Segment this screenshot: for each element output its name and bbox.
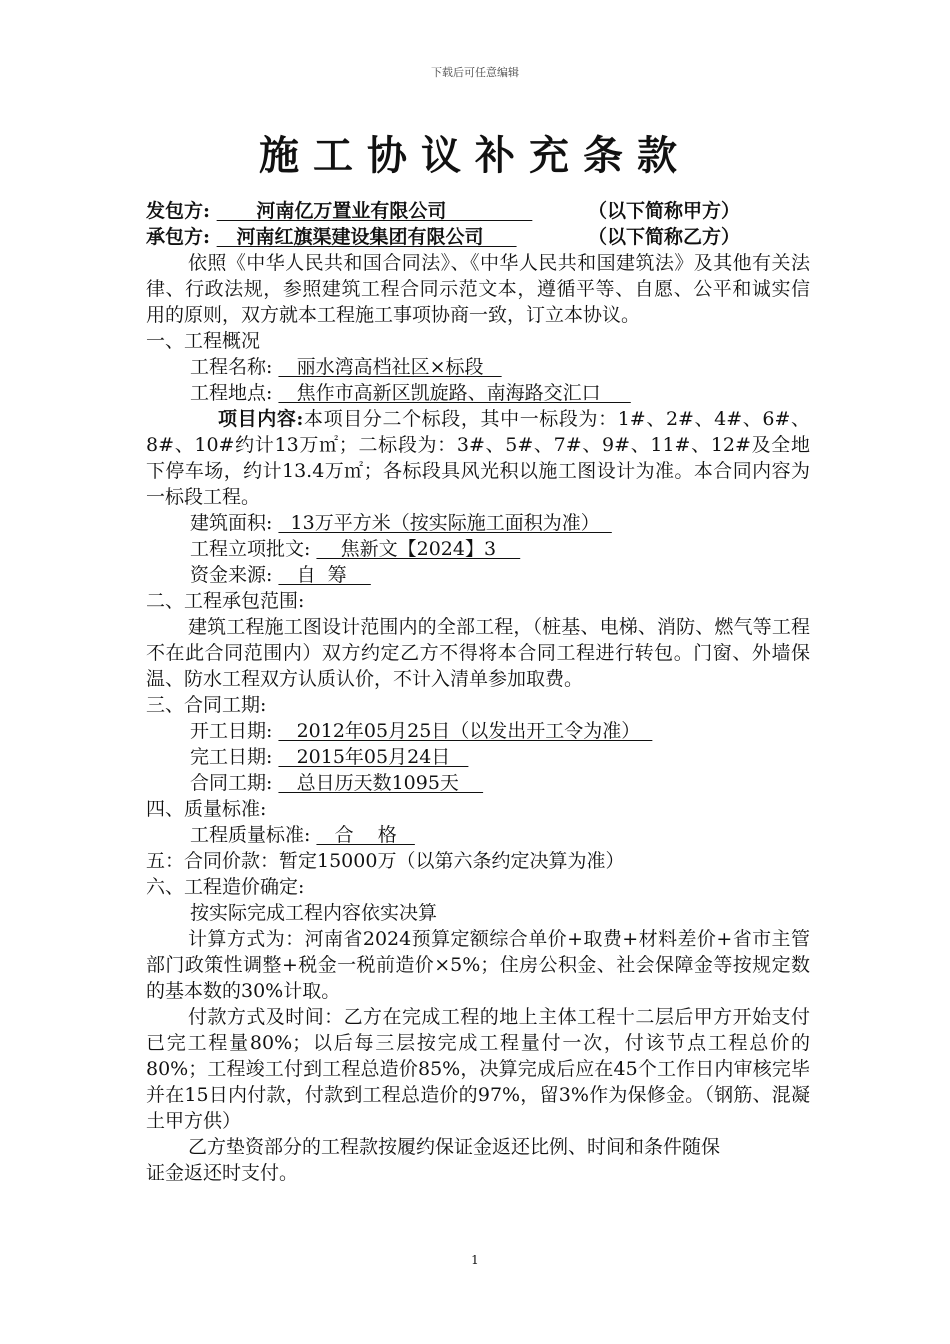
building-area-row xyxy=(146,510,810,536)
approval-row xyxy=(146,536,810,562)
party-a-name: 河南亿万置业有限公司 xyxy=(216,200,533,222)
page-number: 1 xyxy=(471,1253,479,1267)
quality-value: 合 格 xyxy=(316,824,415,846)
approval-label: 工程立项批文: xyxy=(190,538,311,560)
building-area-label: 建筑面积: xyxy=(190,512,273,534)
start-date-row xyxy=(146,718,810,744)
funding-value: 自 筹 xyxy=(278,564,371,586)
project-content-label: 项目内容: xyxy=(218,408,304,430)
party-b-suffix: （以下简称乙方） xyxy=(588,226,741,248)
end-date-label: 完工日期: xyxy=(190,746,273,768)
section-1-heading: 一、工程概况 xyxy=(146,330,261,352)
section-6-heading: 六、工程造价确定: xyxy=(146,876,305,898)
end-date-row xyxy=(146,744,810,770)
page-header: 下载后可任意编辑 xyxy=(431,66,519,79)
project-location-label: 工程地点: xyxy=(190,382,273,404)
start-date-value: 2012年05月25日（以发出开工令为准） xyxy=(278,720,653,742)
end-date-value: 2015年05月24日 xyxy=(278,746,469,768)
payment-paragraph: 付款方式及时间：乙方在完成工程的地上主体工程十二层后甲方开始支付已完工程量80%；以后每三层按完成工程量付一次，付该节点工程总价的80%；工程竣工付到工程总造价85%，决算完成后应在45个工作日内审核完毕并在15日内付款，付款到工程总造价的97%，留3%作为保修金。（钢筋、混凝土甲方供） xyxy=(146,1006,810,1132)
party-a-label: 发包方: xyxy=(146,200,211,222)
approval-value: 焦新文【2024】3 xyxy=(316,538,521,560)
section-3-heading: 三、合同工期: xyxy=(146,694,267,716)
funding-label: 资金来源: xyxy=(190,564,273,586)
intro-paragraph: 依照《中华人民共和国合同法》、《中华人民共和国建筑法》及其他有关法律、行政法规，参照建筑工程合同示范文本，遵循平等、自愿、公平和诚实信用的原则，双方就本工程施工事项协商一致，订立本协议。 xyxy=(146,252,810,326)
document-body xyxy=(146,198,810,1186)
project-name-value: 丽水湾高档社区×标段 xyxy=(278,356,502,378)
calculation-paragraph: 计算方式为：河南省2024预算定额综合单价+取费+材料差价+省市主管部门政策性调整+税金一税前造价×5%；住房公积金、社会保障金等按规定数的基本数的30%计取。 xyxy=(146,928,810,1002)
scope-paragraph: 建筑工程施工图设计范围内的全部工程，（桩基、电梯、消防、燃气等工程不在此合同范围内）双方约定乙方不得将本合同工程进行转包。门窗、外墙保温、防水工程双方认质认价，不计入清单参加取费。 xyxy=(146,616,810,690)
document-title: 施工协议补充条款 xyxy=(259,132,691,179)
quality-label: 工程质量标准: xyxy=(190,824,311,846)
project-name-label: 工程名称: xyxy=(190,356,273,378)
party-a-suffix: （以下简称甲方） xyxy=(588,200,741,222)
project-name-row xyxy=(146,354,810,380)
project-location-row xyxy=(146,380,810,406)
section-2-heading: 二、工程承包范围: xyxy=(146,590,305,612)
project-location-value: 焦作市高新区凯旋路、南海路交汇口 xyxy=(278,382,631,404)
funding-row xyxy=(146,562,810,588)
duration-value: 总日历天数1095天 xyxy=(278,772,484,794)
advance-paragraph: 乙方垫资部分的工程款按履约保证金返还比例、时间和条件随保 xyxy=(188,1136,721,1158)
advance-continuation: 证金返还时支付。 xyxy=(146,1162,299,1184)
party-b-name: 河南红旗渠建设集团有限公司 xyxy=(216,226,517,248)
duration-label: 合同工期: xyxy=(190,772,273,794)
building-area-value: 13万平方米（按实际施工面积为准） xyxy=(278,512,612,534)
section-4-heading: 四、质量标准: xyxy=(146,798,267,820)
party-a-line xyxy=(146,198,810,224)
duration-row xyxy=(146,770,810,796)
party-b-label: 承包方: xyxy=(146,226,211,248)
party-b-line xyxy=(146,224,810,250)
project-content-paragraph xyxy=(146,406,810,510)
section-5-price: 五：合同价款：暂定15000万（以第六条约定决算为准） xyxy=(146,850,625,872)
settlement-basis: 按实际完成工程内容依实决算 xyxy=(190,902,438,924)
quality-row xyxy=(146,822,810,848)
start-date-label: 开工日期: xyxy=(190,720,273,742)
project-content-text: 本项目分二个标段，其中一标段为：1#、2#、4#、6#、8#、10#约计13万㎡；二标段为：3#、5#、7#、9#、11#、12#及全地下停车场，约计13.4万㎡；各标段具风光积以施工图设计为准。本合同内容为一标段工程。 xyxy=(146,408,810,508)
